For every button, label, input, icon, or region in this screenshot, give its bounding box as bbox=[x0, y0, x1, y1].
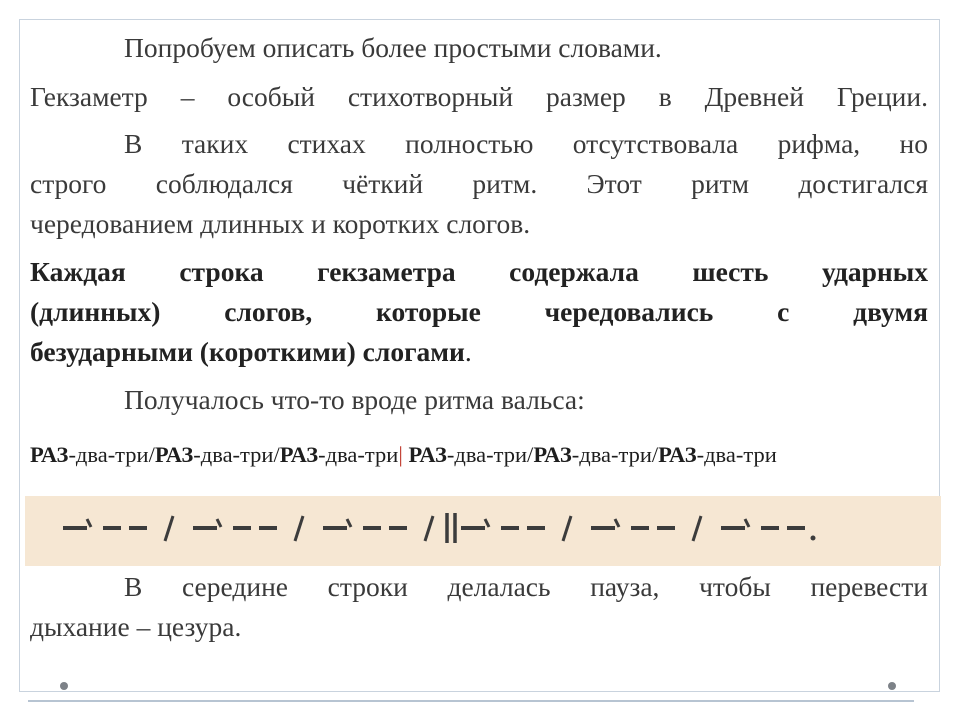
meter-end-period bbox=[811, 536, 816, 541]
waltz-stressed-syllable: РАЗ bbox=[30, 442, 69, 467]
waltz-intro: Получалось что-то вроде ритма вальса: bbox=[124, 384, 585, 415]
intro-sentence: Попробуем описать более простыми словами. bbox=[124, 32, 662, 63]
waltz-unstressed-syllables: -два-три bbox=[696, 442, 777, 467]
rhythm-line-1: В таких стихах полностью отсутствовала рифма, но bbox=[124, 128, 928, 159]
syllables-line-3 bbox=[30, 332, 928, 372]
meter-stress-accent bbox=[615, 519, 619, 527]
meter-pattern-band bbox=[25, 496, 941, 566]
waltz-separator: / bbox=[651, 442, 659, 467]
meter-foot-separator bbox=[425, 516, 433, 541]
meter-foot-separator bbox=[165, 516, 173, 541]
meter-stress-accent bbox=[745, 519, 749, 527]
caesura-line-2: дыхание – цезура. bbox=[30, 611, 242, 642]
waltz-stressed-syllable: РАЗ bbox=[154, 442, 194, 467]
waltz-unstressed-syllables: -два-три bbox=[446, 442, 528, 467]
waltz-rhythm-line bbox=[30, 437, 928, 473]
waltz-unstressed-syllables: -два-три bbox=[193, 442, 274, 467]
waltz-stressed-syllable: РАЗ bbox=[408, 442, 447, 467]
syllables-period: . bbox=[464, 336, 472, 367]
caesura-line-1: В середине строки делалась пауза, чтобы перевести bbox=[124, 571, 928, 602]
waltz-separator: / bbox=[273, 442, 280, 467]
slide-bottom-rule bbox=[28, 700, 914, 702]
waltz-separator: / bbox=[148, 442, 155, 467]
meter-stress-accent bbox=[485, 519, 489, 527]
waltz-separator: / bbox=[527, 442, 534, 467]
waltz-stressed-syllable: РАЗ bbox=[533, 442, 572, 467]
hexameter-definition: Гекзаметр – особый стихотворный размер в Древней Греции. bbox=[30, 81, 928, 112]
waltz-stressed-syllable: РАЗ bbox=[658, 442, 697, 467]
meter-stress-accent bbox=[217, 519, 221, 527]
bottom-right-dot bbox=[888, 682, 896, 690]
syllables-line-3-text: безударными (короткими) слогами bbox=[30, 336, 465, 367]
syllables-paragraph bbox=[30, 252, 928, 372]
rhythm-line-3: чередованием длинных и коротких слогов. bbox=[30, 208, 531, 239]
rhythm-line-2: строго соблюдался чёткий ритм. Этот ритм достигался bbox=[30, 168, 928, 199]
meter-foot-separator bbox=[693, 516, 701, 541]
waltz-stressed-syllable: РАЗ bbox=[279, 442, 319, 467]
waltz-caesura-mark: | bbox=[398, 442, 403, 467]
caesura-paragraph bbox=[30, 567, 928, 647]
meter-foot-separator bbox=[563, 516, 571, 541]
meter-stress-accent bbox=[87, 519, 91, 527]
meter-stress-accent bbox=[347, 519, 351, 527]
waltz-unstressed-syllables: -два-три bbox=[571, 442, 652, 467]
meter-pattern-diagram bbox=[25, 496, 941, 566]
rhythm-paragraph bbox=[30, 124, 928, 244]
syllables-line-2: (длинных) слогов, которые чередовались с двумя bbox=[30, 296, 928, 327]
waltz-unstressed-syllables: -два-три bbox=[68, 442, 149, 467]
bottom-left-dot bbox=[60, 682, 68, 690]
syllables-line-1: Каждая строка гекзаметра содержала шесть ударных bbox=[30, 256, 928, 287]
meter-foot-separator bbox=[295, 516, 303, 541]
waltz-unstressed-syllables: -два-три bbox=[318, 442, 399, 467]
